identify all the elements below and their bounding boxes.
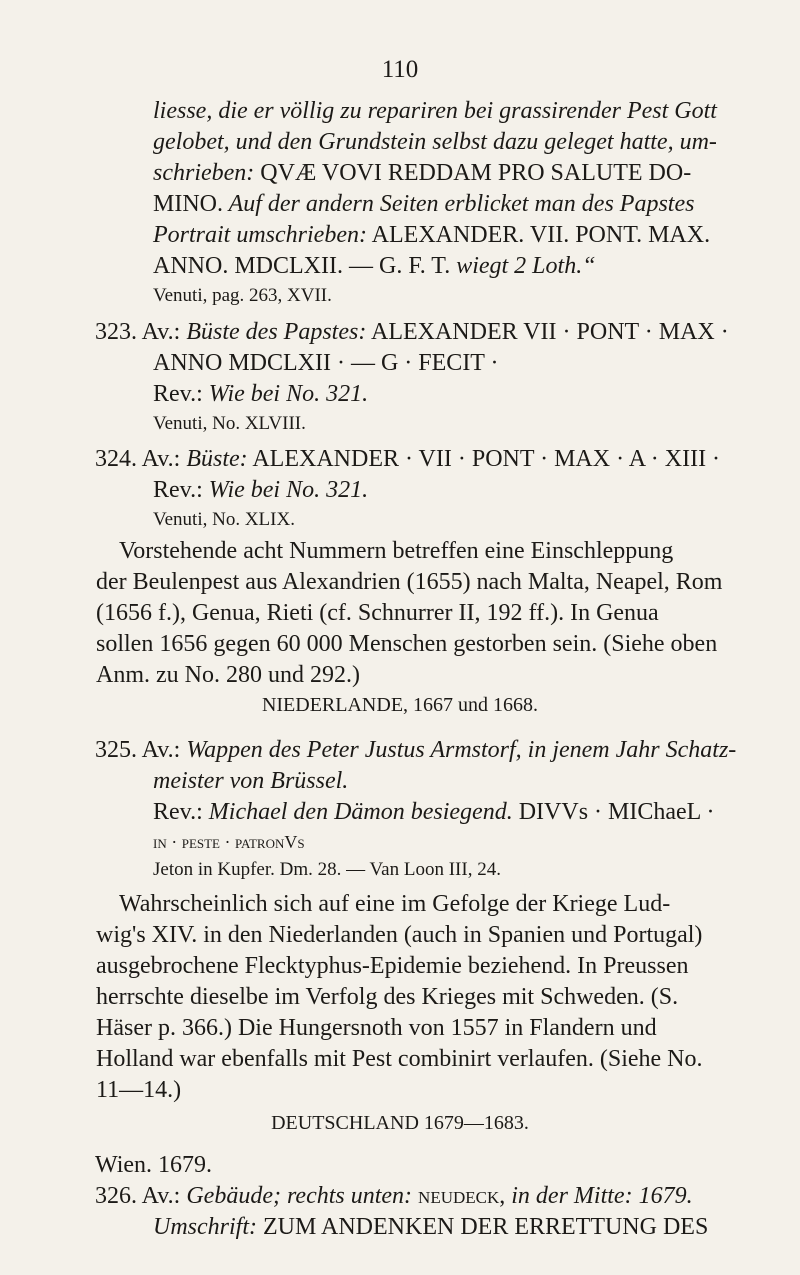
section-heading: DEUTSCHLAND 1679—1683. xyxy=(271,1112,529,1134)
paragraph-1 xyxy=(96,536,756,691)
text-span: in der Mitte: xyxy=(505,1183,633,1209)
inscription: MINO. xyxy=(153,191,223,217)
reference: Venuti, pag. 263, XVII. xyxy=(153,285,332,306)
text-line xyxy=(95,735,745,766)
text-span: Wappen des Peter Justus Armstorf, in jenem Jahr Schatz- xyxy=(180,737,737,763)
inscription: ANNO. MDCLXII. — G. F. T. xyxy=(153,253,451,279)
text-line: Wien. 1679. xyxy=(95,1152,213,1178)
rev-label: Rev.: xyxy=(153,381,203,407)
text-line: gelobet, und den Grundstein selbst dazu geleget hatte, um- xyxy=(153,129,717,155)
reference: Venuti, No. XLIX. xyxy=(153,509,295,530)
entry-label: 326. Av.: xyxy=(95,1183,181,1209)
text-line: Vorstehende acht Nummern betreffen eine Einschleppung xyxy=(119,538,674,564)
text-line xyxy=(95,1181,745,1212)
page-number: 110 xyxy=(381,56,419,83)
continuation-quote xyxy=(153,96,753,310)
text-line xyxy=(153,189,753,220)
entry-326 xyxy=(95,1181,745,1243)
inscription: ALEXANDER · VII · PONT · MAX · A · XIII · xyxy=(247,446,721,472)
entry-label: 324. Av.: xyxy=(95,446,181,472)
text-span: Auf der andern Seiten erblicket man des Papstes xyxy=(223,191,695,217)
text-line: Wahrscheinlich sich auf eine im Gefolge der Kriege Lud- xyxy=(119,891,671,917)
entry-label: 323. Av.: xyxy=(95,319,181,345)
paragraph-2 xyxy=(96,889,756,1106)
place-date xyxy=(95,1150,745,1181)
entry-325 xyxy=(95,735,745,884)
text-line xyxy=(153,220,753,251)
inscription: in · peste · patronVs xyxy=(153,832,305,852)
text-line: meister von Brüssel. xyxy=(153,768,349,794)
entry-324 xyxy=(95,444,745,534)
text-line xyxy=(153,158,753,189)
section-heading: NIEDERLANDE, 1667 und 1668. xyxy=(261,694,539,716)
text-line xyxy=(95,444,745,475)
reference: Jeton in Kupfer. Dm. 28. — Van Loon III, 24. xyxy=(153,859,501,880)
rev-label: Rev.: xyxy=(153,799,203,825)
text-span: Büste des Papstes: xyxy=(180,319,367,345)
text-span: Gebäude; rechts unten: xyxy=(180,1183,413,1209)
text-span: neudeck, xyxy=(412,1183,506,1209)
text-span: wiegt 2 Loth.“ xyxy=(450,253,596,279)
inscription: ANNO MDCLXII · — G · FECIT · xyxy=(153,350,499,376)
text-line: (1656 f.), Genua, Rieti (cf. Schnurrer II, 192 ff.). In Genua xyxy=(96,600,659,626)
text-line: 11—14.) xyxy=(96,1077,182,1103)
text-span: 1679. xyxy=(632,1183,693,1209)
text-line xyxy=(95,475,745,506)
entry-label: 325. Av.: xyxy=(95,737,181,763)
text-line: wig's XIV. in den Niederlanden (auch in Spanien und Portugal) xyxy=(96,922,703,948)
text-line: sollen 1656 gegen 60 000 Menschen gestorben sein. (Siehe oben xyxy=(96,631,718,657)
text-line: Häser p. 366.) Die Hungersnoth von 1557 in Flandern und xyxy=(96,1015,657,1041)
text-span: Michael den Dämon besiegend. xyxy=(202,799,513,825)
inscription: QVÆ VOVI REDDAM PRO SALUTE DO- xyxy=(254,160,692,186)
text-line xyxy=(95,317,745,348)
text-span: Wie bei No. 321. xyxy=(202,381,369,407)
text-span: Portrait umschrieben: xyxy=(153,222,367,248)
reference: Venuti, No. XLVIII. xyxy=(153,413,306,434)
text-line: herrschte dieselbe im Verfolg des Krieges mit Schweden. (S. xyxy=(96,984,679,1010)
text-span: Wie bei No. 321. xyxy=(202,477,369,503)
text-span: Büste: xyxy=(180,446,248,472)
inscription: DIVVs · MIChaeL · xyxy=(512,799,715,825)
inscription: ALEXANDER. VII. PONT. MAX. xyxy=(366,222,711,248)
rev-label: Rev.: xyxy=(153,477,203,503)
inscription: ALEXANDER VII · PONT · MAX · xyxy=(366,319,729,345)
text-span: Umschrift: xyxy=(153,1214,257,1240)
text-line xyxy=(153,251,753,282)
inscription: ZUM ANDENKEN DER ERRETTUNG DES xyxy=(257,1214,709,1240)
text-line xyxy=(95,379,745,410)
text-line: Holland war ebenfalls mit Pest combinirt verlaufen. (Siehe No. xyxy=(96,1046,703,1072)
entry-323 xyxy=(95,317,745,438)
text-line: der Beulenpest aus Alexandrien (1655) nach Malta, Neapel, Rom xyxy=(96,569,723,595)
text-line: ausgebrochene Flecktyphus-Epidemie beziehend. In Preussen xyxy=(96,953,689,979)
text-line: liesse, die er völlig zu repariren bei grassirender Pest Gott xyxy=(153,98,717,124)
text-line: Anm. zu No. 280 und 292.) xyxy=(96,662,360,688)
text-line xyxy=(95,797,745,828)
text-line xyxy=(95,1212,745,1243)
text-span: schrieben: xyxy=(153,160,255,186)
